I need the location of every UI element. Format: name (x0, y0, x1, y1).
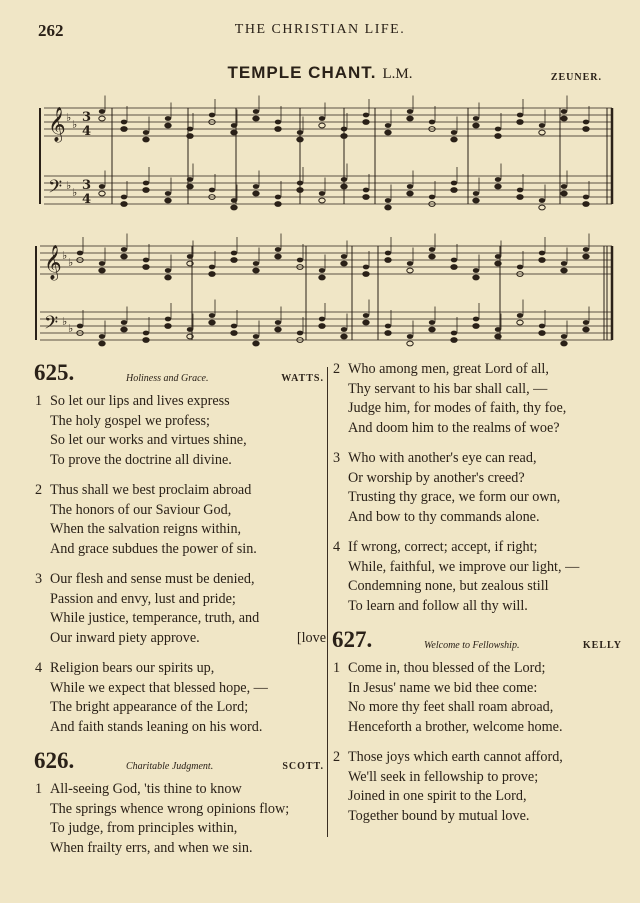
hymn-number: 627. (332, 627, 373, 652)
verse-line: To judge, from principles within, (50, 820, 238, 836)
stanza-number: 1 (35, 393, 43, 409)
stanza (34, 481, 326, 559)
note-head (165, 116, 171, 121)
note-head (275, 127, 281, 132)
note-head (209, 113, 215, 118)
note-head (121, 202, 127, 207)
flat-sign: ♭ (66, 179, 72, 192)
verse-line: Or worship by another's creed? (348, 469, 525, 486)
note-head (473, 123, 479, 128)
verse-line: And doom him to the realms of woe? (348, 419, 560, 436)
note-head (495, 127, 501, 132)
note-head (407, 268, 413, 273)
note-head (209, 313, 215, 318)
note-head (99, 109, 105, 114)
note-head (473, 191, 479, 196)
note-head (539, 198, 545, 203)
note-head (451, 137, 457, 142)
hymn-number: 625. (34, 360, 75, 385)
music-score (0, 0, 640, 360)
stanza-number: 1 (35, 781, 43, 797)
verse-line: So let our works and virtues shine, (50, 432, 247, 448)
verse-line: In Jesus' name we bid thee come: (348, 679, 538, 696)
verse-line: The honors of our Saviour God, (50, 501, 232, 518)
note-head (583, 120, 589, 125)
note-head (209, 188, 215, 193)
note-head (385, 205, 391, 210)
flat-sign: ♭ (62, 315, 68, 328)
stanza (332, 360, 624, 438)
note-head (231, 205, 237, 210)
verse-line: To prove the doctrine all divine. (50, 451, 232, 468)
note-head (275, 327, 281, 332)
stanza-number: 1 (333, 660, 341, 676)
hymn-627-header (332, 627, 624, 659)
running-head: THE CHRISTIAN LIFE. (234, 22, 406, 37)
stanza (34, 780, 326, 858)
note-head (363, 313, 369, 318)
verse-line: Together bound by mutual love. (348, 807, 530, 824)
note-head (165, 275, 171, 280)
note-head (583, 195, 589, 200)
verse-line: We'll seek in fellowship to prove; (348, 768, 539, 785)
note-head (407, 109, 413, 114)
note-head (495, 184, 501, 189)
flat-sign: ♭ (66, 111, 72, 124)
note-head (253, 191, 259, 196)
stanza-number: 4 (35, 660, 43, 676)
note-head (275, 247, 281, 252)
verse-line: The springs whence wrong opinions flow; (50, 800, 290, 817)
note-head (583, 247, 589, 252)
page-number: 262 (38, 21, 64, 40)
line-continuation: [love (296, 629, 326, 646)
verse-line: While we expect that blessed hope, — (50, 679, 268, 696)
note-head (275, 195, 281, 200)
note-head (319, 324, 325, 329)
note-head (319, 191, 325, 196)
note-head (451, 331, 457, 336)
note-head (231, 258, 237, 263)
note-head (231, 324, 237, 329)
note-head (99, 116, 105, 121)
note-head (77, 251, 83, 256)
note-head (517, 320, 523, 325)
column-divider (327, 367, 328, 837)
note-head (583, 254, 589, 259)
note-head (319, 123, 325, 128)
tune-meter: L.M. (382, 66, 413, 82)
verse-line: Henceforth a brother, welcome home. (348, 718, 563, 735)
note-head (121, 247, 127, 252)
stanza-number: 2 (35, 482, 43, 498)
note-head (495, 177, 501, 182)
note-head (385, 258, 391, 263)
stanza-number: 3 (333, 450, 341, 466)
note-head (143, 265, 149, 270)
note-head (363, 265, 369, 270)
verse-line: All-seeing God, 'tis thine to know (50, 781, 242, 797)
hymn-author: SCOTT. (282, 761, 324, 772)
stanza-number: 2 (333, 749, 341, 765)
note-head (253, 184, 259, 189)
flat-sign: ♭ (72, 186, 78, 199)
verse-line: Thy servant to his bar shall call, — (348, 380, 548, 397)
note-head (539, 324, 545, 329)
time-signature-top: 3 (82, 178, 92, 193)
note-head (583, 327, 589, 332)
stanza-number: 2 (333, 361, 341, 377)
hymn-number: 626. (34, 748, 75, 773)
verse-line: Condemning none, but zealous still (348, 578, 549, 594)
note-head (407, 191, 413, 196)
note-head (385, 324, 391, 329)
note-head (561, 109, 567, 114)
note-head (319, 268, 325, 273)
flat-sign: ♭ (68, 256, 74, 269)
treble-clef: 𝄞 (44, 245, 62, 280)
note-head (451, 338, 457, 343)
note-head (561, 268, 567, 273)
note-head (407, 261, 413, 266)
tune-composer: ZEUNER. (550, 72, 602, 83)
note-head (209, 265, 215, 270)
note-head (363, 120, 369, 125)
note-head (429, 195, 435, 200)
note-head (99, 261, 105, 266)
verse-line: If wrong, correct; accept, if right; (348, 539, 538, 555)
verse-line: No more thy feet shall roam abroad, (348, 699, 554, 715)
note-head (143, 331, 149, 336)
note-head (275, 254, 281, 259)
hymn-subtitle: Holiness and Grace. (126, 373, 209, 384)
note-head (583, 320, 589, 325)
stanza-number: 4 (333, 539, 341, 555)
stanza (332, 748, 624, 826)
note-head (99, 334, 105, 339)
note-head (385, 251, 391, 256)
verse-line: Judge him, for modes of faith, thy foe, (348, 400, 567, 416)
verse-line: When the salvation reigns within, (50, 521, 242, 537)
note-head (165, 191, 171, 196)
note-head (231, 251, 237, 256)
hymn-author: WATTS. (281, 373, 324, 384)
verse-line: Passion and envy, lust and pride; (50, 590, 236, 607)
note-head (121, 327, 127, 332)
stanza (34, 659, 326, 737)
verse-line: So let our lips and lives express (50, 393, 230, 409)
note-head (143, 188, 149, 193)
note-head (99, 341, 105, 346)
verse-line: Those joys which earth cannot afford, (348, 749, 563, 765)
verse-line: Joined in one spirit to the Lord, (348, 788, 527, 804)
stanza (332, 538, 624, 616)
note-head (121, 195, 127, 200)
note-head (253, 268, 259, 273)
note-head (363, 113, 369, 118)
tune-name: TEMPLE CHANT. (227, 63, 377, 82)
note-head (451, 130, 457, 135)
note-head (209, 320, 215, 325)
note-head (121, 254, 127, 259)
note-head (451, 265, 457, 270)
note-head (539, 205, 545, 210)
note-head (99, 191, 105, 196)
note-head (77, 324, 83, 329)
note-head (363, 188, 369, 193)
note-head (429, 327, 435, 332)
time-signature-bottom: 4 (82, 124, 92, 139)
note-head (517, 265, 523, 270)
note-head (341, 327, 347, 332)
note-head (561, 341, 567, 346)
bass-clef: 𝄢 (44, 313, 59, 338)
note-head (539, 331, 545, 336)
note-head (341, 261, 347, 266)
note-head (407, 341, 413, 346)
note-head (473, 324, 479, 329)
note-head (539, 251, 545, 256)
note-head (385, 198, 391, 203)
note-head (319, 116, 325, 121)
verse-line: And grace subdues the power of sin. (50, 540, 257, 557)
note-head (583, 127, 589, 132)
hymn-author: KELLY (582, 640, 622, 651)
note-head (429, 254, 435, 259)
note-head (275, 320, 281, 325)
verse-line-text: Our inward piety approve. (50, 629, 200, 646)
time-signature-top: 3 (82, 110, 92, 125)
flat-sign: ♭ (68, 322, 74, 335)
note-head (473, 275, 479, 280)
note-head (385, 130, 391, 135)
treble-clef: 𝄞 (48, 107, 66, 142)
stanza (34, 570, 326, 648)
note-head (385, 123, 391, 128)
verse-line: Who among men, great Lord of all, (348, 361, 549, 377)
note-head (143, 338, 149, 343)
note-head (385, 331, 391, 336)
note-head (253, 341, 259, 346)
note-head (253, 261, 259, 266)
note-head (473, 198, 479, 203)
verse-line: Our flesh and sense must be denied, (50, 571, 255, 587)
note-head (429, 120, 435, 125)
note-head (583, 202, 589, 207)
verse-line: Trusting thy grace, we form our own, (348, 489, 561, 505)
verse-line: The holy gospel we profess; (50, 412, 210, 429)
hymn-subtitle: Charitable Judgment. (126, 761, 214, 772)
hymn-subtitle: Welcome to Fellowship. (424, 640, 520, 651)
note-head (319, 317, 325, 322)
verse-line: And faith stands leaning on his word. (50, 718, 263, 735)
note-head (165, 317, 171, 322)
verse-line: Thus shall we best proclaim abroad (50, 482, 252, 498)
flat-sign: ♭ (72, 118, 78, 131)
note-head (407, 184, 413, 189)
note-head (121, 127, 127, 132)
note-head (561, 261, 567, 266)
note-head (143, 137, 149, 142)
note-head (539, 258, 545, 263)
note-head (99, 268, 105, 273)
note-head (297, 331, 303, 336)
time-signature-bottom: 4 (82, 192, 92, 207)
note-head (121, 120, 127, 125)
verse-line: Who with another's eye can read, (348, 450, 537, 466)
verse-line: While, faithful, we improve our light, — (348, 558, 580, 575)
note-head (165, 123, 171, 128)
hymn-626-header (34, 748, 326, 780)
verse-line: The bright appearance of the Lord; (50, 699, 249, 715)
note-head (517, 195, 523, 200)
note-head (561, 191, 567, 196)
note-head (473, 317, 479, 322)
note-head (319, 275, 325, 280)
note-head (253, 116, 259, 121)
note-head (561, 116, 567, 121)
stanza (332, 659, 624, 737)
bass-clef: 𝄢 (48, 177, 63, 202)
note-head (297, 258, 303, 263)
note-head (165, 198, 171, 203)
left-column (34, 360, 326, 869)
note-head (253, 334, 259, 339)
note-head (231, 331, 237, 336)
verse-line (34, 629, 326, 649)
verse-line: And bow to thy commands alone. (348, 508, 540, 525)
hymn-625-header (34, 360, 326, 392)
note-head (99, 184, 105, 189)
note-head (473, 116, 479, 121)
verse-line: Religion bears our spirits up, (50, 660, 215, 676)
verse-line: Come in, thou blessed of the Lord; (348, 660, 546, 676)
note-head (451, 188, 457, 193)
note-head (341, 254, 347, 259)
note-head (363, 320, 369, 325)
note-head (363, 195, 369, 200)
note-head (253, 109, 259, 114)
stanza (34, 392, 326, 470)
stanza-number: 3 (35, 571, 43, 587)
note-head (539, 130, 545, 135)
note-head (561, 184, 567, 189)
note-head (473, 268, 479, 273)
note-head (143, 130, 149, 135)
stanza (332, 449, 624, 527)
right-column (332, 360, 624, 837)
note-head (429, 247, 435, 252)
verse-line: To learn and follow all thy will. (348, 597, 528, 614)
note-head (561, 334, 567, 339)
note-head (165, 268, 171, 273)
note-head (209, 272, 215, 277)
note-head (165, 324, 171, 329)
flat-sign: ♭ (62, 249, 68, 262)
note-head (517, 113, 523, 118)
note-head (517, 188, 523, 193)
verse-line: While justice, temperance, truth, and (50, 610, 260, 626)
note-head (451, 258, 457, 263)
note-head (407, 116, 413, 121)
note-head (495, 134, 501, 139)
note-head (319, 198, 325, 203)
note-head (275, 202, 281, 207)
note-head (363, 272, 369, 277)
note-head (341, 334, 347, 339)
note-head (143, 258, 149, 263)
note-head (517, 120, 523, 125)
note-head (121, 320, 127, 325)
note-head (275, 120, 281, 125)
note-head (517, 313, 523, 318)
note-head (429, 320, 435, 325)
note-head (143, 181, 149, 186)
note-head (451, 181, 457, 186)
note-head (407, 334, 413, 339)
note-head (539, 123, 545, 128)
verse-line: When frailty errs, and when we sin. (50, 839, 253, 856)
